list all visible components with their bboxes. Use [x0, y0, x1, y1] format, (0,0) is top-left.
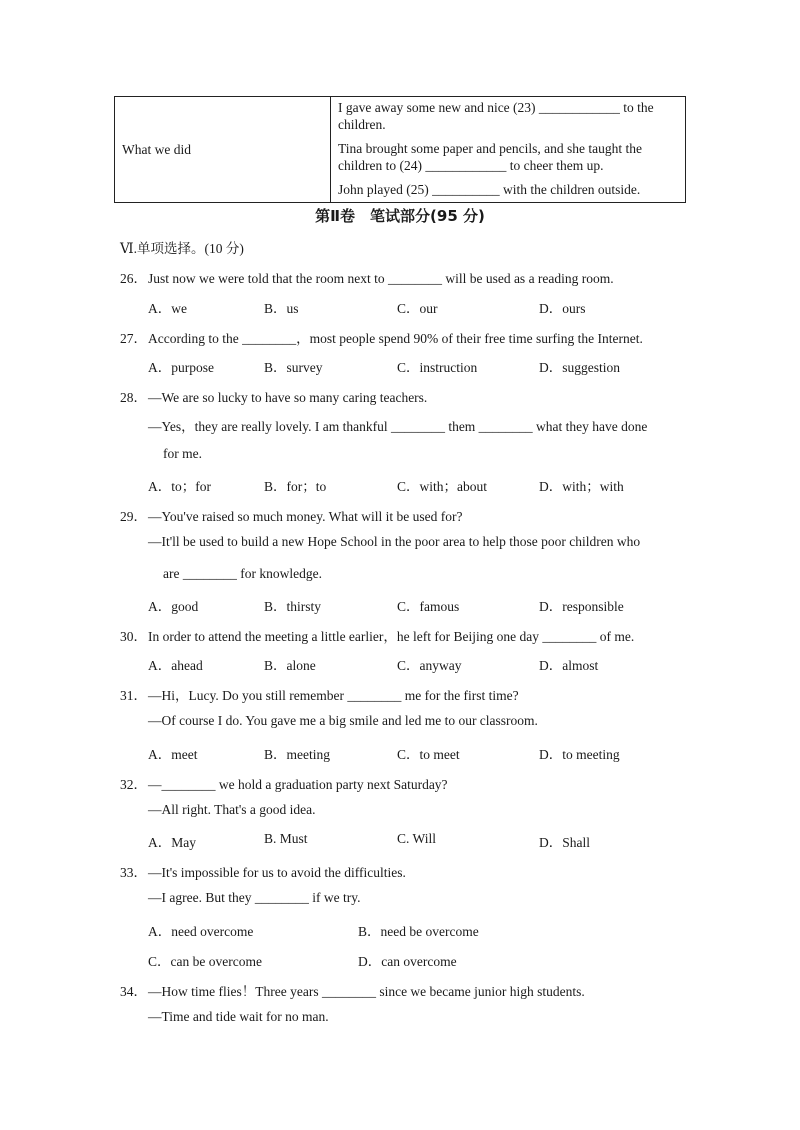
option-a[interactable]: A．good	[148, 599, 199, 614]
question-number: 33．	[120, 865, 147, 880]
table-line-24: Tina brought some paper and pencils, and she taught the children to (24) ____________ to cheer them up.	[338, 141, 642, 173]
option-a[interactable]: A．May	[148, 835, 196, 850]
question-31-line-2: —Of course I do. You gave me a big smile and led me to our classroom.	[148, 713, 538, 728]
option-c[interactable]: C．instruction	[397, 360, 478, 375]
section-subtitle: Ⅵ.单项选择。(10 分)	[120, 241, 244, 256]
question-34	[120, 980, 585, 1000]
question-31	[120, 684, 519, 704]
question-text: —How time flies！Three years ________ since we became junior high students.	[148, 984, 585, 999]
question-number: 34．	[120, 984, 147, 999]
option-a[interactable]: A．purpose	[148, 360, 214, 375]
option-c[interactable]: C．anyway	[397, 658, 462, 673]
option-a[interactable]: A．we	[148, 301, 187, 316]
option-b[interactable]: B．survey	[264, 360, 323, 375]
option-d[interactable]: D．can overcome	[358, 954, 457, 969]
option-c[interactable]: C. Will	[397, 831, 436, 846]
question-number: 27．	[120, 331, 147, 346]
option-b[interactable]: B．alone	[264, 658, 316, 673]
option-d[interactable]: D．suggestion	[539, 360, 620, 375]
option-c[interactable]: C．our	[397, 301, 438, 316]
table-right-cell	[331, 97, 685, 202]
question-26	[120, 267, 614, 287]
option-c[interactable]: C．to meet	[397, 747, 460, 762]
question-33-line-2: —I agree. But they ________ if we try.	[148, 890, 361, 905]
question-text: —You've raised so much money. What will it be used for?	[148, 509, 463, 524]
question-number: 29．	[120, 509, 147, 524]
option-d[interactable]: D．responsible	[539, 599, 624, 614]
question-number: 28．	[120, 390, 147, 405]
option-a[interactable]: A．meet	[148, 747, 198, 762]
option-d[interactable]: D．with；with	[539, 479, 624, 494]
option-d[interactable]: D．Shall	[539, 835, 591, 850]
table-line-23: I gave away some new and nice (23) ____________ to the children.	[338, 100, 654, 132]
option-c[interactable]: C．famous	[397, 599, 460, 614]
question-number: 31．	[120, 688, 147, 703]
question-number: 30．	[120, 629, 147, 644]
question-29	[120, 505, 463, 525]
option-d[interactable]: D．almost	[539, 658, 599, 673]
question-28	[120, 386, 427, 406]
question-text: In order to attend the meeting a little earlier，he left for Beijing one day ________ of me.	[148, 629, 635, 644]
question-text: —Hi，Lucy. Do you still remember ________ me for the first time?	[148, 688, 519, 703]
table-left-cell	[115, 97, 331, 202]
table-left-label: What we did	[122, 141, 191, 157]
option-b[interactable]: B．us	[264, 301, 299, 316]
option-a[interactable]: A．to；for	[148, 479, 211, 494]
option-b[interactable]: B．thirsty	[264, 599, 322, 614]
option-b[interactable]: B．meeting	[264, 747, 330, 762]
option-d[interactable]: D．to meeting	[539, 747, 620, 762]
question-number: 26．	[120, 271, 147, 286]
option-c[interactable]: C．with；about	[397, 479, 487, 494]
option-c[interactable]: C．can be overcome	[148, 954, 262, 969]
question-34-line-2: —Time and tide wait for no man.	[148, 1009, 329, 1024]
question-30	[120, 625, 634, 645]
question-text: Just now we were told that the room next to ________ will be used as a reading room.	[148, 271, 614, 286]
question-29-line-2: —It'll be used to build a new Hope School in the poor area to help those poor children who	[148, 534, 641, 549]
section-title: 第Ⅱ卷 笔试部分(95 分)	[315, 207, 485, 225]
question-29-line-3: are ________ for knowledge.	[163, 566, 322, 581]
question-text: —________ we hold a graduation party next Saturday?	[148, 777, 448, 792]
option-b[interactable]: B．for；to	[264, 479, 327, 494]
question-28-line-2: —Yes，they are really lovely. I am thankful ________ them ________ what they have done	[148, 419, 648, 434]
question-text: According to the ________，most people spend 90% of their free time surfing the Internet.	[148, 331, 643, 346]
activity-table	[114, 96, 686, 203]
option-b[interactable]: B. Must	[264, 831, 308, 846]
question-text: —We are so lucky to have so many caring teachers.	[148, 390, 428, 405]
option-a[interactable]: A．ahead	[148, 658, 203, 673]
question-32	[120, 773, 448, 793]
question-28-line-3: for me.	[163, 446, 202, 461]
question-33	[120, 861, 406, 881]
question-number: 32．	[120, 777, 147, 792]
question-27	[120, 327, 643, 347]
option-a[interactable]: A．need overcome	[148, 924, 254, 939]
option-b[interactable]: B．need be overcome	[358, 924, 479, 939]
table-line-25: John played (25) __________ with the children outside.	[338, 182, 641, 197]
option-d[interactable]: D．ours	[539, 301, 586, 316]
question-32-line-2: —All right. That's a good idea.	[148, 802, 316, 817]
question-text: —It's impossible for us to avoid the difficulties.	[148, 865, 406, 880]
